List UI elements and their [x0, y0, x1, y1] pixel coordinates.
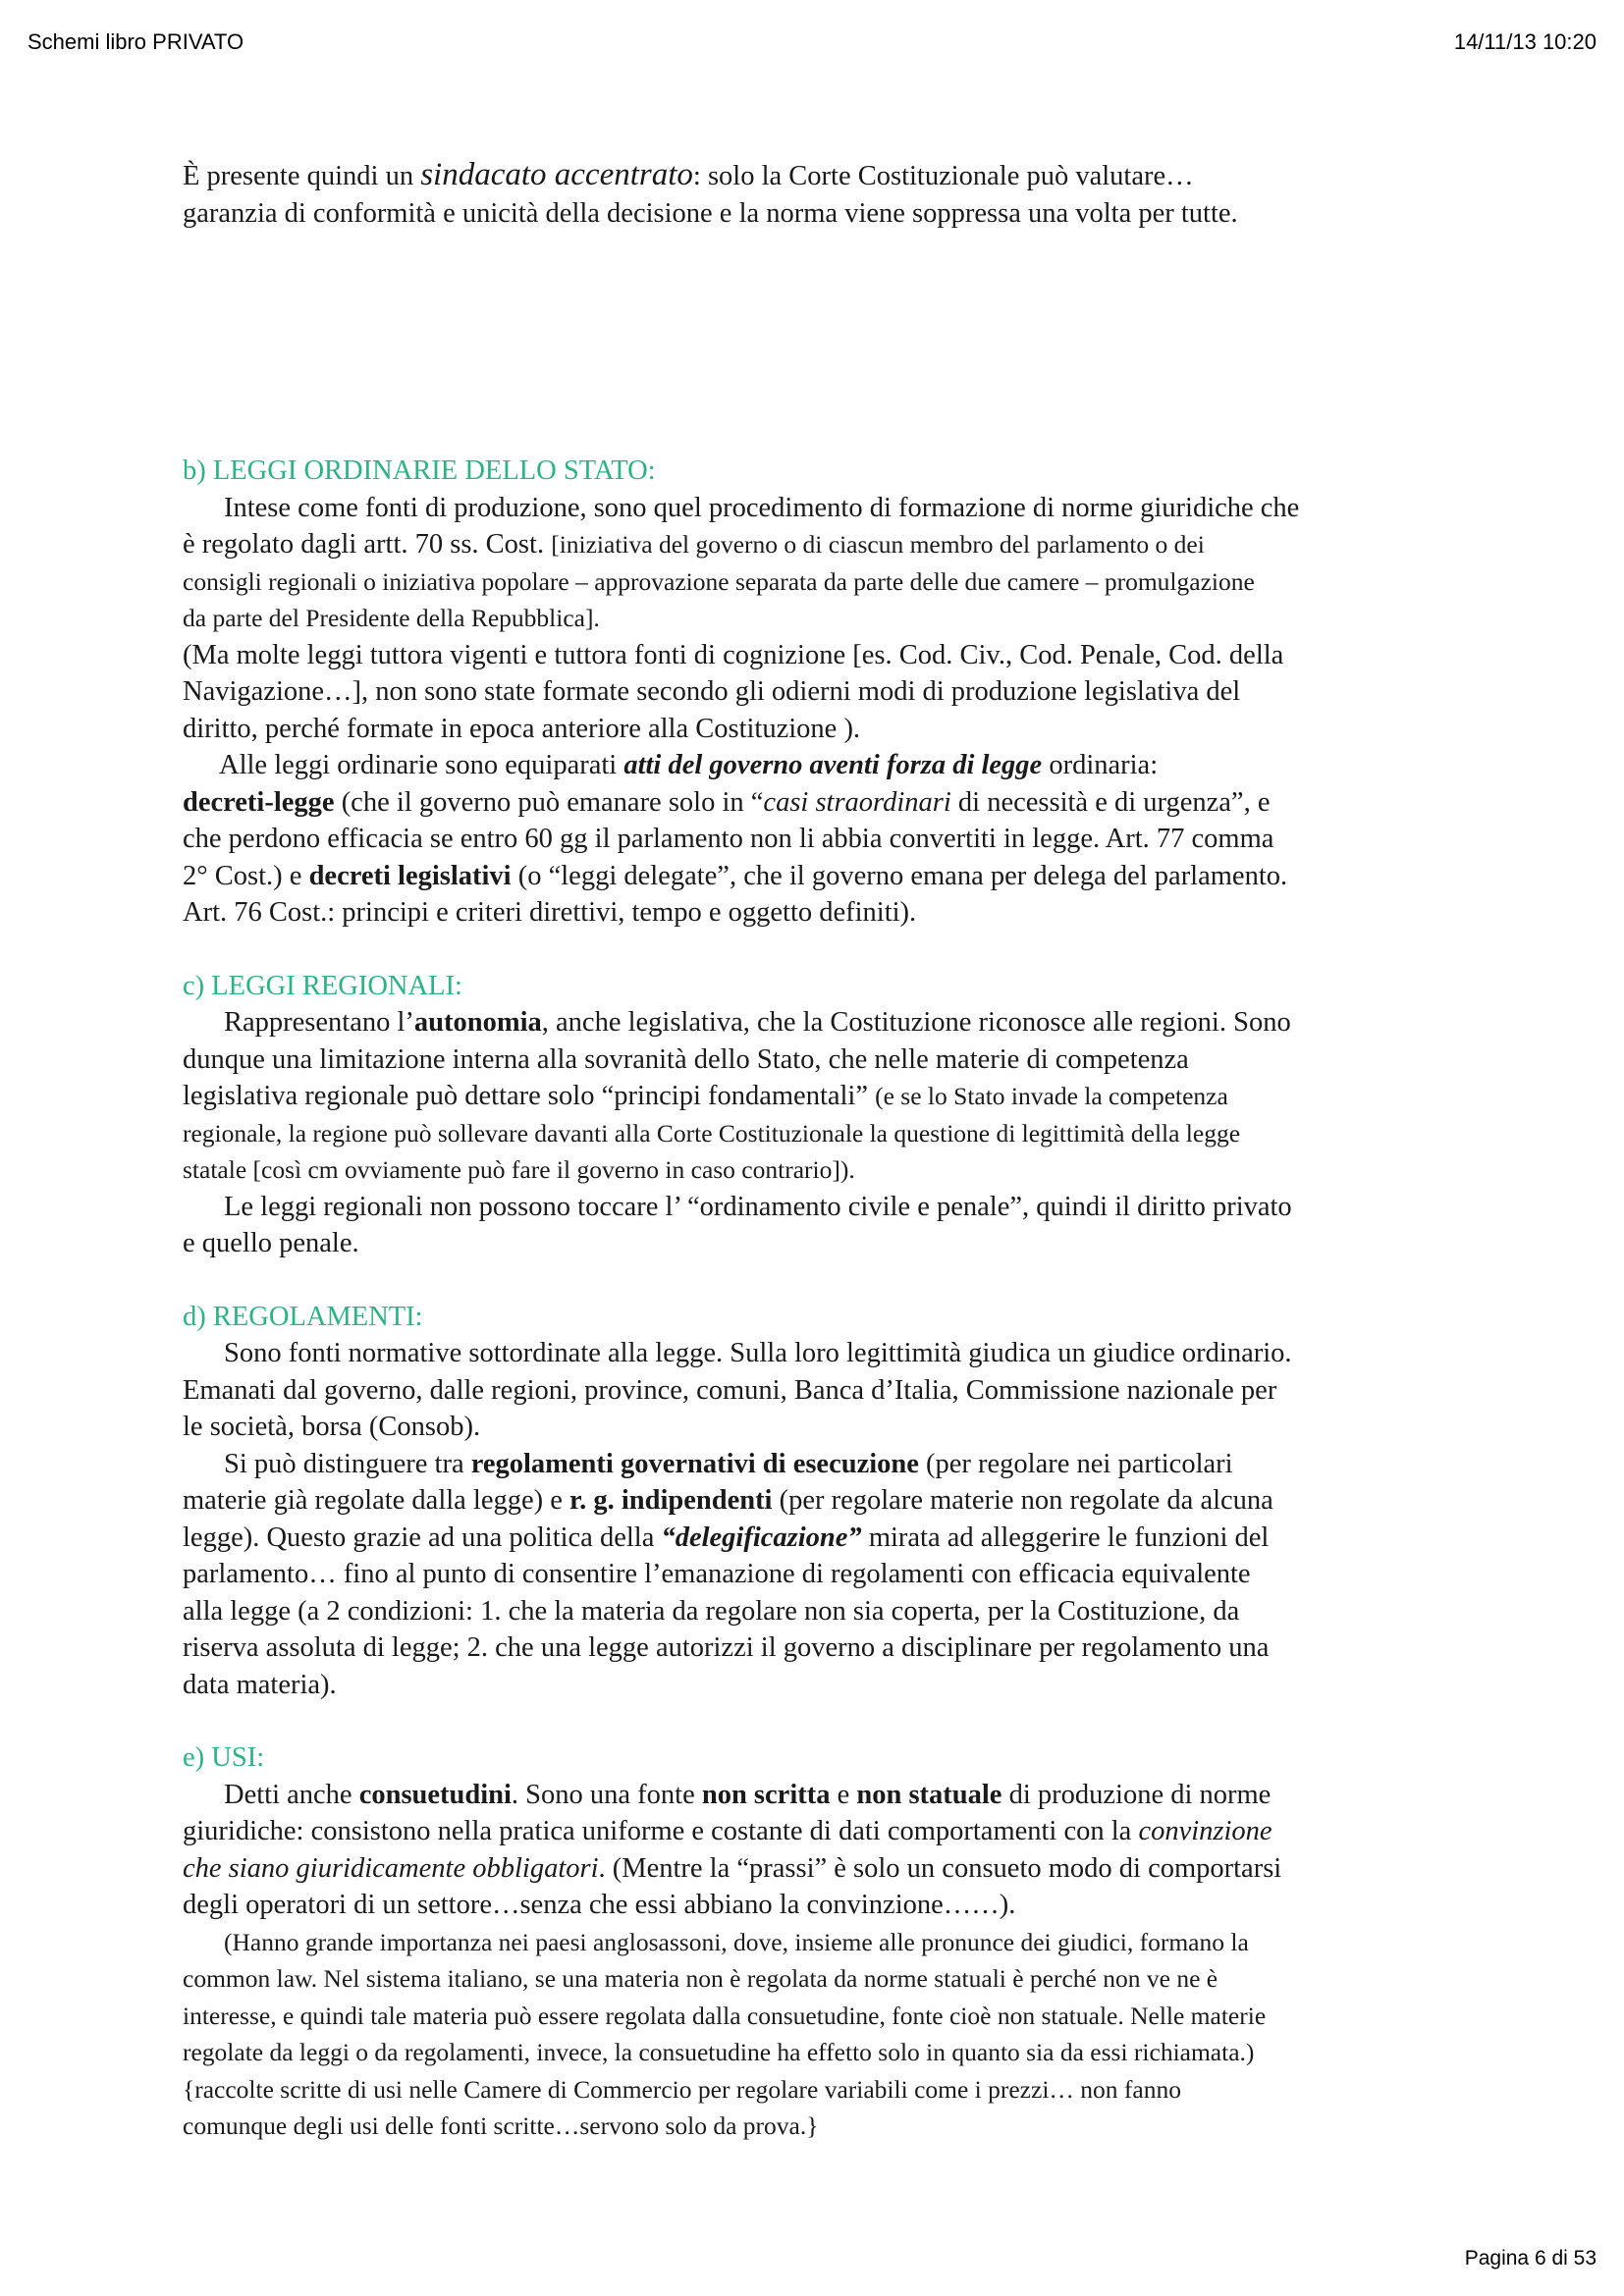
text-line [183, 1813, 1489, 1850]
text-line: Intese come fonti di produzione, sono quel procedimento di formazione di norme giuridiche che [224, 492, 1300, 523]
text-line: garanzia di conformità e unicità della decisione e la norma viene soppressa una volta per tutte. [183, 197, 1238, 229]
document-title: Schemi libro PRIVATO [27, 29, 244, 54]
text-run: (che il governo può emanare solo in “ [334, 786, 764, 818]
emphasis-text: atti del governo aventi forza di legge [623, 750, 1043, 780]
small-text-line: da parte del Presidente della Repubblica]. [183, 604, 600, 632]
bold-term: regolamenti governativi di esecuzione [470, 1448, 919, 1479]
text-line: riserva assoluta di legge; 2. che una legge autorizzi il governo a disciplinare per regolamento una [183, 1632, 1270, 1663]
bold-term: consuetudini [358, 1779, 512, 1810]
emphasis-text: “delegificazione” [661, 1522, 862, 1553]
text-line [183, 784, 1489, 822]
text-run: è regolato dagli artt. 70 ss. Cost. [183, 529, 552, 560]
text-run: legislativa regionale può dettare solo “principi fondamentali” [183, 1081, 876, 1111]
text-run: materie già regolate dalla legge) e [183, 1485, 570, 1516]
bold-term: non statuale [856, 1779, 1002, 1810]
text-line: parlamento… fino al punto di consentire l’emanazione di regolamenti con efficacia equivalente [183, 1559, 1251, 1589]
text-run: di necessità e di urgenza”, e [950, 786, 1271, 818]
spacer [183, 232, 1489, 453]
small-text-line: comunque degli usi delle fonti scritte…servono solo da prova.} [183, 2111, 819, 2140]
text-line [183, 1520, 1489, 1557]
text-line [183, 1850, 1489, 1888]
text-line: Art. 76 Cost.: principi e criteri direttivi, tempo e oggetto definiti). [183, 897, 917, 928]
text-line [183, 1078, 1489, 1115]
page-content [183, 157, 1489, 2145]
text-run: , anche legislativa, che la Costituzione riconosce alle regioni. Sono [541, 1007, 1291, 1038]
emphasis-text: sindacato accentrato [420, 157, 693, 192]
text-run: (o “leggi delegate”, che il governo emana per delega del parlamento. [511, 860, 1288, 891]
text-line [183, 1004, 1489, 1041]
text-run: di produzione di norme [1001, 1779, 1272, 1810]
text-line [183, 1482, 1489, 1520]
text-line [183, 157, 1489, 195]
text-run: mirata ad alleggerire le funzioni del [861, 1522, 1270, 1553]
text-line [183, 747, 1489, 784]
bold-term: r. g. indipendenti [569, 1485, 773, 1516]
text-run: È presente quindi un [183, 161, 421, 191]
text-run: Rappresentano l’ [224, 1007, 414, 1038]
text-run: ordinaria: [1042, 750, 1159, 780]
intro-paragraph [183, 157, 1489, 232]
text-line: Emanati dal governo, dalle regioni, province, comuni, Banca d’Italia, Commissione nazionale per [183, 1374, 1277, 1406]
section-heading: c) LEGGI REGIONALI: [183, 970, 462, 1001]
text-line: alla legge (a 2 condizioni: 1. che la materia da regolare non sia coperta, per la Costituzione, da [183, 1595, 1240, 1627]
small-text-run: [iniziativa del governo o di ciascun membro del parlamento o dei [551, 530, 1205, 559]
bold-term: decreti legislativi [308, 860, 512, 891]
small-text-line: regolate da leggi o da regolamenti, invece, la consuetudine ha effetto solo in quanto sia da essi richiamata.) [183, 2038, 1255, 2066]
text-run: Alle leggi ordinarie sono equiparati [219, 750, 624, 780]
bold-term: decreti-legge [183, 786, 335, 818]
text-line: degli operatori di un settore…senza che essi abbiano la convinzione……). [183, 1890, 1016, 1920]
emphasis-text: convinzione [1138, 1816, 1272, 1846]
text-run: legge). Questo grazie ad una politica della [183, 1522, 662, 1553]
section-usi [183, 1739, 1489, 2145]
section-heading: d) REGOLAMENTI: [183, 1301, 423, 1332]
bold-term: non scritta [701, 1779, 831, 1810]
text-line: Sono fonti normative sottordinate alla legge. Sulla loro legittimità giudica un giudice ordinario. [224, 1338, 1292, 1368]
section-leggi-ordinarie [183, 453, 1489, 932]
text-line [183, 1777, 1489, 1814]
spacer [183, 1703, 1489, 1739]
section-leggi-regionali [183, 968, 1489, 1262]
section-heading: e) USI: [183, 1742, 265, 1773]
section-regolamenti [183, 1299, 1489, 1704]
text-line [183, 858, 1489, 895]
text-line: Navigazione…], non sono state formate secondo gli odierni modi di produzione legislativa del [183, 676, 1241, 707]
small-text-line: common law. Nel sistema italiano, se una materia non è regolata da norme statuali è perché non ve ne è [183, 1964, 1218, 1993]
text-run: e [830, 1779, 857, 1810]
print-datetime: 14/11/13 10:20 [1453, 29, 1597, 54]
page-number: Pagina 6 di 53 [1464, 2247, 1597, 2269]
text-run: (per regolare nei particolari [918, 1448, 1233, 1479]
text-line: che perdono efficacia se entro 60 gg il parlamento non li abbia convertiti in legge. Art. 77 comma [183, 824, 1274, 854]
text-run: giuridiche: consistono nella pratica uniforme e costante di dati comportamenti con la [183, 1816, 1139, 1846]
emphasis-text: che siano giuridicamente obbligatori [183, 1852, 599, 1884]
section-heading: b) LEGGI ORDINARIE DELLO STATO: [183, 455, 656, 486]
small-text-line: (Hanno grande importanza nei paesi anglosassoni, dove, insieme alle pronunce dei giudici, formano la [224, 1927, 1249, 1956]
text-run: : solo la Corte Costituzionale può valutare… [692, 161, 1194, 191]
text-line [183, 1446, 1489, 1483]
small-text-line: regionale, la regione può sollevare davanti alla Corte Costituzionale la questione di legittimità della legge [183, 1118, 1241, 1148]
text-run: Si può distinguere tra [224, 1448, 471, 1479]
text-line: Le leggi regionali non possono toccare l’ “ordinamento civile e penale”, quindi il diritto privato [224, 1191, 1292, 1222]
emphasis-text: casi straordinari [763, 786, 951, 818]
text-run: 2° Cost.) e [183, 860, 309, 891]
small-text-line: statale [così cm ovviamente può fare il governo in caso contrario]). [183, 1155, 855, 1184]
text-line: data materia). [183, 1669, 337, 1700]
text-line: dunque una limitazione interna alla sovranità dello Stato, che nelle materie di competenza [183, 1043, 1189, 1075]
text-line: e quello penale. [183, 1228, 359, 1258]
text-line [183, 526, 1489, 563]
spacer [183, 932, 1489, 968]
small-text-line: interesse, e quindi tale materia può essere regolata dalla consuetudine, fonte cioè non statuale. Nelle materie [183, 2001, 1267, 2030]
text-run: . (Mentre la “prassi” è solo un consueto modo di comportarsi [598, 1852, 1282, 1884]
small-text-line: consigli regionali o iniziativa popolare – approvazione separata da parte delle due camere – promulgazione [183, 566, 1255, 596]
small-text-run: (e se lo Stato invade la competenza [875, 1082, 1228, 1110]
text-run: (per regolare materie non regolate da alcuna [772, 1485, 1273, 1516]
text-run: Detti anche [224, 1779, 359, 1810]
bold-term: autonomia [413, 1007, 542, 1038]
text-line: le società, borsa (Consob). [183, 1412, 481, 1442]
small-text-line: {raccolte scritte di usi nelle Camere di Commercio per regolare variabili come i prezzi… non fanno [183, 2074, 1181, 2104]
text-line: (Ma molte leggi tuttora vigenti e tuttora fonti di cognizione [es. Cod. Civ., Cod. Penale, Cod. della [183, 639, 1284, 670]
text-run: . Sono una fonte [511, 1779, 702, 1810]
spacer [183, 1262, 1489, 1299]
text-line: diritto, perché formate in epoca anteriore alla Costituzione ). [183, 713, 861, 744]
